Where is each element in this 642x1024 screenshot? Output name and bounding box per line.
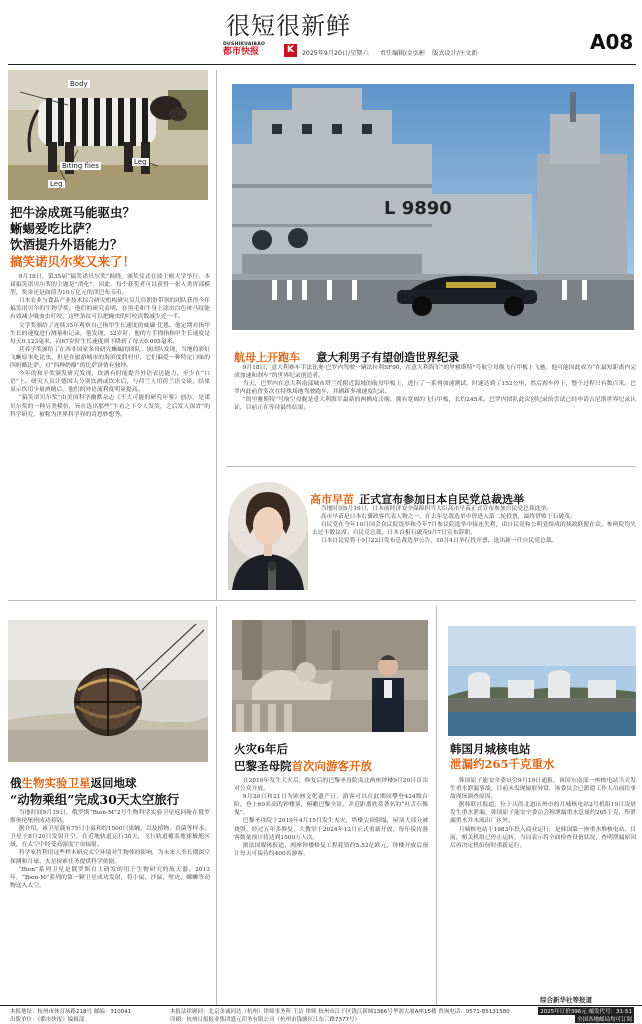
notre-dame-illustration	[232, 620, 428, 732]
japan-paragraph: 高市早苗是日本右翼政客代表人物之一，在去年总裁选举中曾进入第二轮投票，最终惜败于石破茂。	[320, 514, 576, 521]
label-leg-left: Leg	[50, 180, 63, 188]
korea-paragraph: 韩国原子能安全委员会9月19日通报，该国东南部一座核电站当天发生重水泄漏事故，目前未发现辐射异常，该委员会已派遣工作人员前往事故现场调查原因。	[450, 778, 636, 801]
editor-credit: 责任编辑/金弘彬	[379, 50, 426, 57]
issue-date: 2025年9月20日/星期六	[302, 50, 369, 57]
zebra-paragraph: 营养学奖颁给了在西非国家多哥研究蜥蜴的团队。该团队发现，当地的彩虹飞蜥原本吃昆虫，但是在旅游城市的海滨度假村里，它们偏爱一种特定口味的四奶酪比萨，对“四种奶酪”的比萨饼情有独钟。	[10, 346, 210, 370]
ship-kicker: 航母上开跑车	[234, 351, 300, 364]
footer-address: 本报地址：杭州市体育场路218号 邮编：310041	[10, 1009, 132, 1015]
japan-paragraph: 自民党在今年10月国会众议院选举和今年7月参议院选举中接连失利，由自民党和公明党组成的执政联盟在众、参两院均失去过半数议席。自民党总裁、日本首相石破茂9月7日宣布辞职。	[312, 522, 636, 537]
ship-paragraph: 当天，巴罗内在意大利南部城市塔兰托附近海域的航母甲板上，进行了一系列加速测试，时速达到了152公里，然后刹车停下，整个过程只有数百米。巴罗内此前曾多次在特殊场地驾驶跑车，并刷新多项速度纪录。	[234, 381, 636, 396]
page-section-title: 很短很新鲜	[226, 12, 351, 40]
paris-paragraph: 巴黎圣母院于2019年4月15日发生火灾，塔楼尖顶倒塌，屋顶大部分被烧毁。经过五年多修复，大教堂于2024年12月正式重新开放，每年接待游客数量预计将达到1500万人次。	[234, 818, 428, 841]
zebra-cow-illustration	[8, 70, 208, 200]
zebra-headline-1: 把牛涂成斑马能驱虫？	[10, 205, 136, 220]
korea-paragraph: 据韩联社报道，位于庆尚北道庆州市的月城核电站2号机组19日凌晨发生重水泄漏，韩国原子能安全委员会称泄漏重水总量约265千克，所泄漏重水并未流出厂区外。	[450, 802, 636, 825]
footer-subscribe: 全国各地邮局均可订阅	[576, 1017, 632, 1023]
brand-mark-icon: K	[284, 44, 297, 57]
zebra-paragraph: 今年的和平奖颁发研究发现，饮酒有时能提升外语表达能力，至少在“口语”上。研究人员让德国人分别饮酒或饮水后，与荷兰人用荷兰语交谈，结果显示饮用少量酒精后，他们的外语流利度明显提高。	[10, 371, 210, 394]
zebra-headline-3: 饮酒提升外语能力？	[10, 237, 123, 252]
paris-body	[234, 777, 428, 1001]
zebra-headline-2: 蜥蜴爱吃比萨？	[10, 221, 98, 236]
label-biting-flies: Biting flies	[62, 162, 99, 170]
korea-headline: 韩国月城核电站 泄漏约265千克重水	[450, 742, 555, 771]
zebra-paragraph: “搞笑诺贝尔奖”由美国科学幽默杂志《不大可能的研究年鉴》创办，是诺贝尔奖的一种另类模仿，旨在选出那些“乍看之下令人发笑，之后发人深省”的科学研究，被称为世界科学界的奇思妙想秀。	[10, 395, 210, 418]
masthead-info	[302, 48, 477, 57]
satellite-headline: 俄生物实验卫星返回地球 “动物乘组”完成30天太空旅行	[10, 772, 216, 808]
capsule-illustration	[8, 620, 208, 762]
page-number: A08	[590, 30, 634, 54]
zebra-headlines	[10, 205, 210, 270]
japan-body	[312, 505, 636, 593]
ship-headline	[234, 346, 634, 365]
carrier-car-illustration	[232, 84, 634, 330]
hull-number: L 9890	[384, 198, 452, 219]
brand-logo: DUSHIKUAIBAO 都市快报	[223, 42, 266, 57]
zebra-body	[10, 273, 210, 591]
footer-price: 2025年订价396元 邮发代号：31-51	[540, 1009, 632, 1015]
korea-body	[450, 777, 636, 977]
zebra-subhead: 搞笑诺贝尔奖又来了！	[10, 254, 136, 269]
satellite-paragraph: 科学家将利用这些样本研究太空环境对生物体的影响，为未来人类长期深空探测和月球、火星探索任务提供科学依据。	[10, 850, 210, 865]
satellite-body	[10, 809, 210, 1001]
korea-paragraph: 月城核电站于1983年投入商业运行，是韩国第一座重水堆核电站。目前，相关机组已停止运转，当局表示将全面检查设备状况，查明泄漏原因后再决定机组何时重新运行。	[450, 826, 636, 849]
designer-credit: 版式设计/庄文新	[432, 50, 478, 57]
ship-title: 意大利男子有望创造世界纪录	[316, 351, 460, 364]
notre-dame-photo	[232, 620, 428, 732]
paris-paragraph: 据法国媒体报道，两座钟楼修复工程耗资约5.52亿欧元，钟楼开放后预计每天可接待约400名游客。	[234, 842, 428, 857]
japan-name: 高市早苗	[310, 493, 354, 506]
ship-paragraph: “的里雅斯特”号航空母舰是意大利海军最新的两栖攻击舰，拥有宽阔的飞行甲板，长约245米。巴罗内团队此次创纪录的尝试已经申请吉尼斯世界纪录认证，目前正在等待最终结果。	[234, 397, 636, 412]
masthead	[0, 0, 642, 66]
zebra-paragraph: 日本农业与食品产业技术综合研究机构研究员儿岛朝贵带领的团队获得今年搞笑诺贝尔的生物学奖。他们的研究表明，在黑毛和牛身上涂出白色斑马纹能有效减少吸血虫叮咬，这些条纹可以把蝇虫的叮咬次数减少近一半。	[10, 298, 210, 321]
satellite-paragraph: 据介绍，该卫星载有75只小鼠和约1500只果蝇，以及植物、真菌等样本。卫星于8月20日发射升空，在近地轨道运行30天，飞行轨道覆盖地球极地区域，在太空中经受高强度宇宙辐射。	[10, 826, 210, 849]
japan-paragraph: 日本自民党将于9月22日发布总裁选举公告，10月4日举行投开票，选出新一任自民党总裁。	[320, 538, 558, 545]
takaichi-portrait	[228, 482, 308, 590]
ship-body	[234, 364, 636, 460]
zebra-paragraph: 9月18日，第35届“搞笑诺贝尔奖”揭晓。颁奖仪式在波士顿大学举行。本届搞笑诺贝尔奖的主题是“消化”，因此，每个获奖者可以获得一张人类胃部模型，奖金还是面值为10万亿元的津巴布韦币。	[10, 274, 210, 297]
paris-headline: 火灾6年后 巴黎圣母院首次向游客开放	[234, 742, 372, 773]
japan-paragraph: 当地时间9月19日，日本前经济安全保障担当大臣高市早苗正式宣布参加自民党总裁选举。	[320, 506, 553, 512]
ship-paragraph: 9月18日，意大利赛车手法比奥·巴罗内驾驶一辆法拉利SF90，在意大利海军“的里雅斯特”号航空母舰飞行甲板上飞驰。他可能因此成为“在最短距离内完成加速和刹车”的世界纪录创造者。	[234, 365, 636, 380]
aircraft-carrier-photo	[232, 84, 634, 330]
nuclear-plant-illustration	[448, 626, 636, 736]
capsule-photo	[8, 620, 208, 762]
nuclear-plant-photo	[448, 626, 636, 736]
label-body: Body	[70, 80, 88, 88]
footer	[0, 1007, 642, 1024]
satellite-paragraph: 当地时间9月19日，俄罗斯“Bion-M”2号生物科学实验卫星返回舱在俄罗斯奥伦堡州成功着陆。	[10, 810, 210, 825]
zebra-cow-photo	[8, 70, 208, 200]
portrait-illustration	[228, 482, 308, 590]
japan-title: 正式宣布参加日本自民党总裁选举	[359, 493, 525, 506]
paris-paragraph: 在2019年发生大火后，修复后的巴黎圣母院南北两座钟楼9月20日首次对公众开放。	[234, 778, 428, 793]
zebra-paragraph: 文学奖颁给了连续35年观察自己指甲生长速度的威廉·比恩。他定期对指甲生长的速度进行测量和记录，他发现，32岁时，他的左手拇指指甲生长速度是每天0.123毫米，而67岁时生长速度则下降到了每天0.095毫米。	[10, 322, 210, 345]
footer-legal: 本报法律顾问：北京金诚同达（杭州）律师事务所 王洁 律师 杭州市江干区钱江新城1366号华润大厦A座15楼 咨询电话：0571-85131580	[170, 1009, 510, 1015]
satellite-paragraph: “Bion”系列卫星是俄罗斯自主研发的用于生物研究的航天器。2013年，“Bion-M”系列的第一颗卫星成功发射，将小鼠、沙鼠、壁虎、螺蛳等动物送入太空。	[10, 866, 210, 889]
news-credit: 综合新华社等报道	[540, 996, 592, 1004]
label-leg-right: Leg	[134, 158, 147, 166]
paris-paragraph: 9月20日和21日为欧洲文化遗产日，游客可以在此期间攀登424级台阶，登上69米高的钟楼顶，俯瞰巴黎全景，并近距离欣赏著名的“吐舌石像鬼”。	[234, 794, 428, 817]
footer-publisher: 出版单位：《都市快报》编辑部	[10, 1017, 85, 1023]
footer-printer: 印刷：杭州日报报业集团盛元印务有限公司（杭州市钱塘区江东三路7377号）	[170, 1017, 360, 1023]
satellite-subhead: “动物乘组”完成30天太空旅行	[10, 792, 180, 807]
